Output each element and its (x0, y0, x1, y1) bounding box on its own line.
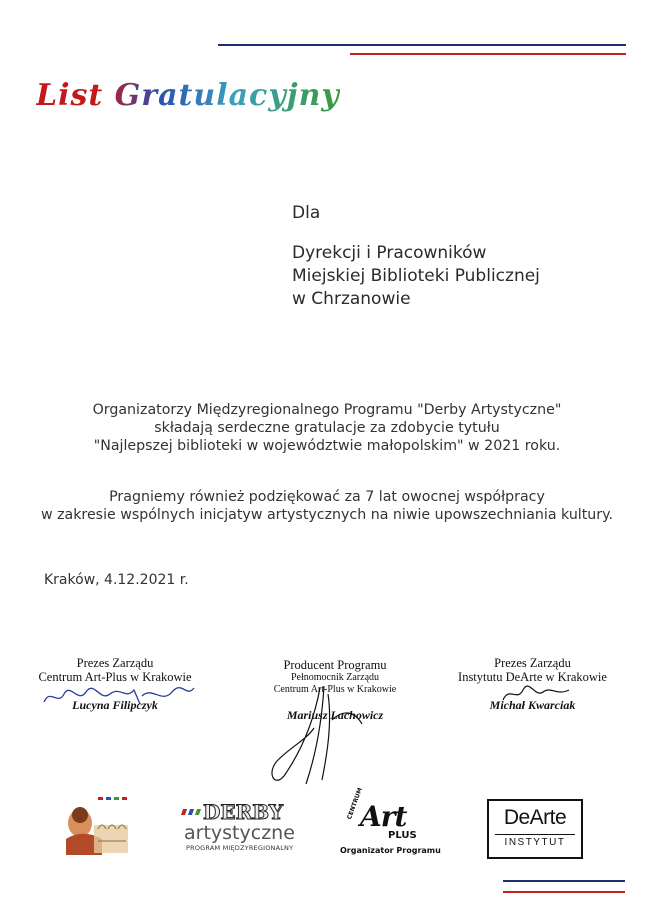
signatory-1-name: Lucyna Filipczyk (72, 698, 158, 712)
dearte-logo (487, 799, 583, 859)
art-plus-logo (338, 786, 441, 862)
art-plus-main: Art (360, 800, 407, 833)
letter-title: List Gratulacyjny (36, 78, 340, 113)
signatory-1-org: Centrum Art-Plus w Krakowie (38, 670, 192, 684)
derby-artystyczne-logo (182, 800, 297, 860)
paragraph-2-line-1: Pragniemy również podziękować za 7 lat owocnej współpracy (109, 489, 545, 505)
bottom-rule-red (503, 891, 625, 893)
paragraph-1-line-2: składają serdeczne gratulacje za zdobycie tytułu (154, 420, 500, 436)
derby-word: DERBY (203, 800, 284, 824)
signatory-1-role: Prezes Zarządu (76, 656, 154, 670)
art-plus-small: CENTRUM (346, 786, 364, 821)
recipient-lead: Dla (292, 203, 321, 223)
art-plus-caption: Organizator Programu (340, 846, 441, 855)
bottom-rule-navy (503, 880, 625, 882)
paragraph-2-line-2: w zakresie wspólnych inicjatyw artystycznych na niwie upowszechniania kultury. (40, 507, 614, 523)
recipient-line-2: Miejskiej Biblioteki Publicznej (292, 266, 540, 286)
letter-date: Kraków, 4.12.2021 r. (44, 572, 189, 588)
paragraph-1-line-3: "Najlepszej biblioteki w województwie małopolskim" w 2021 roku. (93, 438, 561, 454)
signatory-3-name: Michał Kwarciak (489, 698, 576, 712)
paragraph-1-line-1: Organizatorzy Międzyregionalnego Programu "Derby Artystyczne" (92, 402, 562, 418)
derby-stripe-blue (188, 809, 194, 815)
recipient-line-1: Dyrekcji i Pracowników (292, 243, 487, 263)
signatory-3-org: Instytutu DeArte w Krakowie (458, 670, 607, 684)
paragraph-2 (0, 488, 654, 524)
dearte-main: DeArte (503, 806, 567, 829)
derby-tagline: PROGRAM MIĘDZYREGIONALNY (186, 844, 294, 852)
top-rule-navy (218, 44, 626, 46)
art-plus-plus: PLUS (388, 830, 417, 841)
derby-stripe-red (181, 809, 187, 815)
top-rule-red (350, 53, 626, 55)
signatory-2-org: Pełnomocnik Zarządu (290, 672, 380, 683)
signatory-2-role: Producent Programu (283, 658, 387, 672)
theatre-illustration-logo (58, 795, 136, 859)
signatory-2-sub: Centrum Art-Plus w Krakowie (273, 684, 397, 695)
signatory-3-role: Prezes Zarządu (494, 656, 571, 670)
signatory-3 (440, 656, 625, 712)
derby-artystyczne-word: artystyczne (184, 822, 295, 844)
recipient-line-3: w Chrzanowie (292, 289, 411, 309)
signatory-1 (20, 656, 210, 712)
paragraph-1 (0, 401, 654, 455)
dearte-sub: INSTYTUT (504, 837, 566, 848)
signatory-2-name: Mariusz Lachowicz (286, 708, 384, 722)
signature-2-handwriting (262, 680, 372, 790)
derby-stripe-green (195, 809, 201, 815)
